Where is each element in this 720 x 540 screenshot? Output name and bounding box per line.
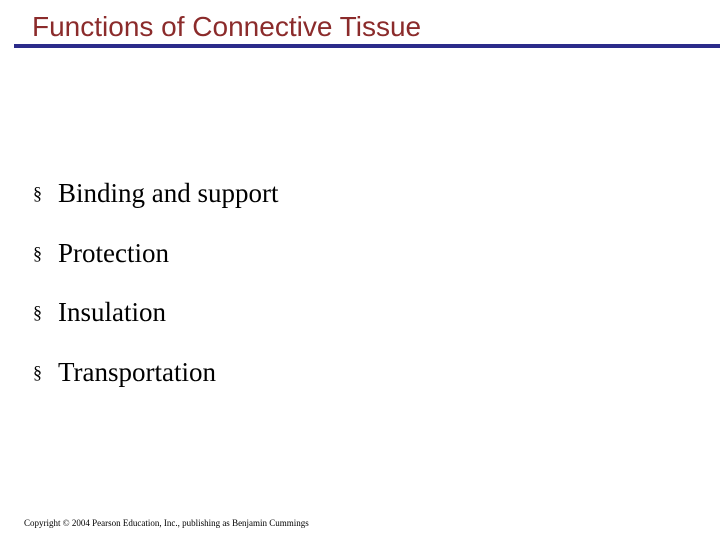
bullet-list (33, 178, 279, 416)
bullet-item-transportation (33, 357, 279, 417)
bullet-text: Protection (58, 237, 169, 268)
bullet-text: Binding and support (58, 178, 279, 208)
bullet-text: Insulation (58, 297, 166, 327)
section-bullet-icon: § (33, 183, 42, 203)
section-bullet-icon: § (33, 242, 42, 263)
bullet-item-protection (33, 238, 279, 298)
section-bullet-icon: § (33, 302, 42, 322)
bullet-text: Transportation (58, 356, 217, 387)
copyright-footer: Copyright © 2004 Pearson Education, Inc., publishing as Benjamin Cummings (24, 518, 309, 528)
bullet-item-binding-support (33, 178, 279, 238)
title-underline-rule (14, 44, 720, 48)
slide-title: Functions of Connective Tissue (32, 11, 422, 42)
section-bullet-icon: § (33, 361, 42, 382)
bullet-item-insulation (33, 297, 279, 357)
